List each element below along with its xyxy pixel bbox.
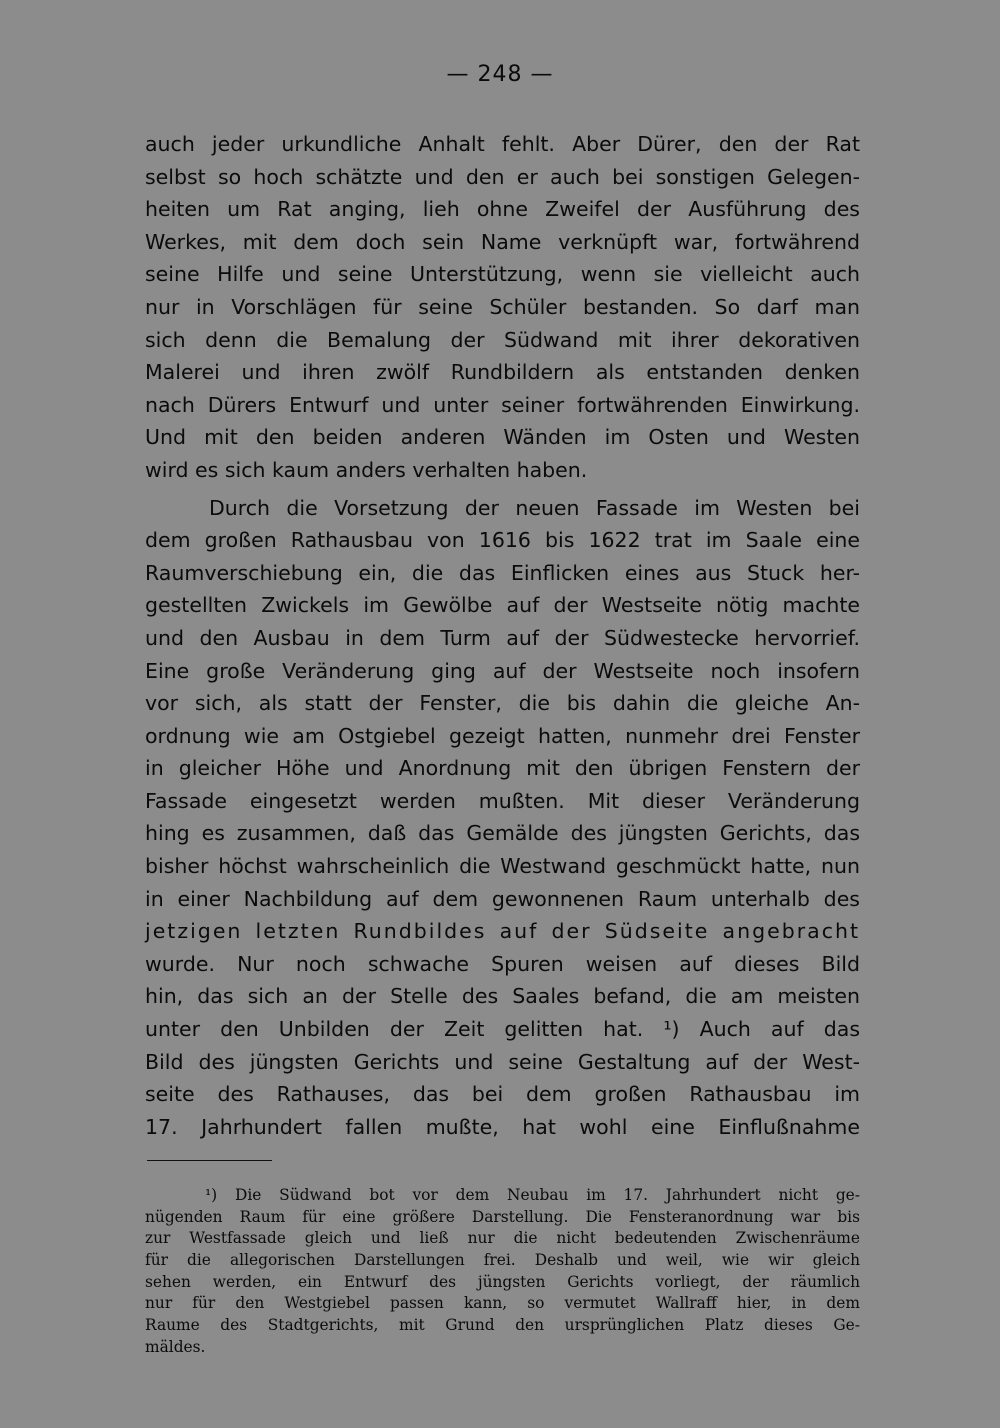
text-line: dem großen Rathausbau von 1616 bis 1622 trat im Saale eine xyxy=(145,528,860,553)
text-line: ordnung wie am Ostgiebel gezeigt hatten, nunmehr drei Fenster xyxy=(145,723,860,748)
footnote-divider xyxy=(147,1160,272,1161)
text-line: hing es zusammen, daß das Gemälde des jüngsten Gerichts, das xyxy=(145,821,860,846)
body-text xyxy=(145,128,860,1143)
text-line: Fassade eingesetzt werden mußten. Mit dieser Veränderung xyxy=(145,788,860,813)
text-line: Bild des jüngsten Gerichts und seine Gestaltung auf der West- xyxy=(145,1049,860,1074)
text-line: in gleicher Höhe und Anordnung mit den übrigen Fenstern der xyxy=(145,756,860,781)
text-line: seine Hilfe und seine Unterstützung, wenn sie vielleicht auch xyxy=(145,262,860,287)
footnote-line: zur Westfassade gleich und ließ nur die nicht bedeutenden Zwischenräume xyxy=(145,1229,860,1248)
footnote-line: Raume des Stadtgerichts, mit Grund den ursprünglichen Platz dieses Ge- xyxy=(145,1316,860,1335)
text-line: Und mit den beiden anderen Wänden im Osten und Westen xyxy=(145,425,860,450)
text-line: Eine große Veränderung ging auf der Westseite noch insofern xyxy=(145,658,860,683)
text-line: wurde. Nur noch schwache Spuren weisen auf dieses Bild xyxy=(145,951,860,976)
text-line: unter den Unbilden der Zeit gelitten hat. ¹) Auch auf das xyxy=(145,1017,860,1042)
footnote-line: sehen werden, ein Entwurf des jüngsten Gerichts vorliegt, der räumlich xyxy=(145,1272,860,1291)
footnote-line: ¹) Die Südwand bot vor dem Neubau im 17. Jahrhundert nicht ge- xyxy=(205,1186,860,1204)
text-line: gestellten Zwickels im Gewölbe auf der Westseite nötig machte xyxy=(145,593,860,618)
text-line: selbst so hoch schätzte und den er auch bei sonstigen Gelegen- xyxy=(145,164,860,189)
text-line: nur in Vorschlägen für seine Schüler bestanden. So darf man xyxy=(145,294,860,319)
footnote-line: nügenden Raum für eine größere Darstellung. Die Fensteranordnung war bis xyxy=(145,1207,860,1226)
footnote-line: nur für den Westgiebel passen kann, so vermutet Wallraff hier, in dem xyxy=(145,1294,860,1313)
text-line: vor sich, als statt der Fenster, die bis dahin die gleiche An- xyxy=(145,691,860,716)
text-line: jetzigen letzten Rundbildes auf der Südseite angebracht xyxy=(145,919,860,944)
text-line: Raumverschiebung ein, die das Einflicken eines aus Stuck her- xyxy=(145,560,860,585)
text-line: auch jeder urkundliche Anhalt fehlt. Aber Dürer, den der Rat xyxy=(145,132,860,156)
text-line: bisher höchst wahrscheinlich die Westwand geschmückt hatte, nun xyxy=(145,854,860,879)
text-line: Durch die Vorsetzung der neuen Fassade im Westen bei xyxy=(209,495,860,520)
text-line: seite des Rathauses, das bei dem großen Rathausbau im xyxy=(145,1082,860,1107)
page-number: — 248 — xyxy=(446,62,554,87)
text-line: heiten um Rat anging, lieh ohne Zweifel der Ausführung des xyxy=(145,197,860,222)
text-line: nach Dürers Entwurf und unter seiner fortwährenden Einwirkung. xyxy=(145,392,860,417)
text-line: in einer Nachbildung auf dem gewonnenen Raum unterhalb des xyxy=(145,886,860,911)
text-line: 17. Jahrhundert fallen mußte, hat wohl eine Einflußnahme xyxy=(145,1114,860,1139)
text-line: und den Ausbau in dem Turm auf der Südwestecke hervorrief. xyxy=(145,625,860,650)
text-line: Werkes, mit dem doch sein Name verknüpft war, fortwährend xyxy=(145,229,860,254)
footnote-line: mäldes. xyxy=(145,1337,206,1356)
footnotes xyxy=(145,1185,860,1359)
footnote-line: für die allegorischen Darstellungen frei. Deshalb und weil, wie wir gleich xyxy=(145,1251,860,1270)
text-line: hin, das sich an der Stelle des Saales befand, die am meisten xyxy=(145,984,860,1009)
text-line: wird es sich kaum anders verhalten haben. xyxy=(145,457,588,482)
text-line: sich denn die Bemalung der Südwand mit ihrer dekorativen xyxy=(145,327,860,352)
text-line: Malerei und ihren zwölf Rundbildern als entstanden denken xyxy=(145,360,860,385)
